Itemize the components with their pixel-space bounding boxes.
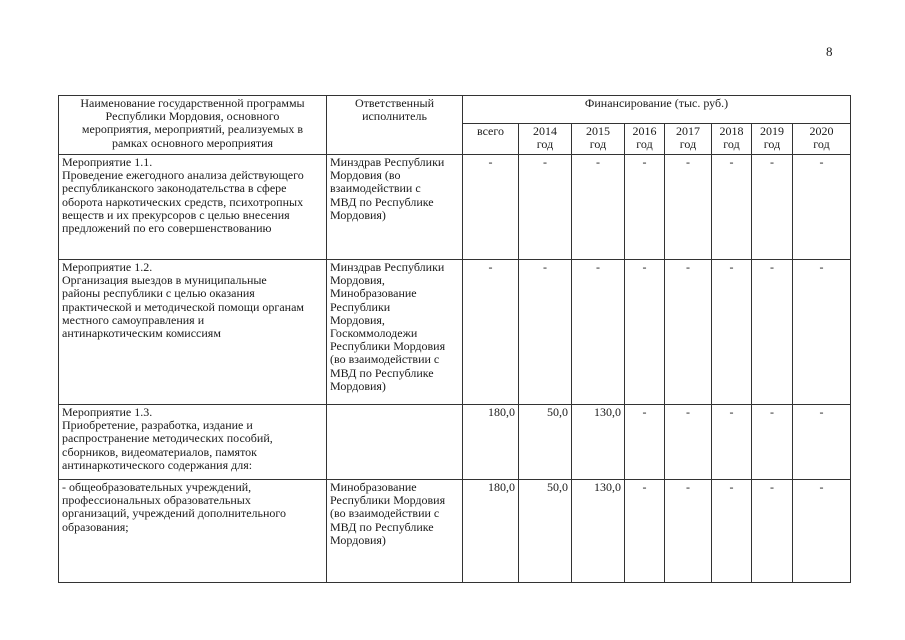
- value-cell: -: [712, 155, 752, 260]
- value-cell: 50,0: [519, 405, 572, 480]
- value-cell: -: [665, 260, 712, 405]
- value-cell: -: [463, 260, 519, 405]
- value-cell: 180,0: [463, 480, 519, 583]
- year-header-2014: 2014 год: [519, 124, 572, 155]
- header-row-1: [59, 96, 851, 124]
- page-number: 8: [826, 44, 833, 59]
- table-row: [59, 260, 851, 405]
- financing-table: [58, 95, 851, 583]
- value-cell: 130,0: [572, 405, 625, 480]
- executor-cell: Минздрав Республики Мордовия, Минобразование Республики Мордовия, Госкоммолодежи Республики Мордовия (во взаимодействии с МВД по Республике Мордовия): [327, 260, 463, 405]
- total-header: всего: [463, 124, 519, 155]
- value-cell: -: [625, 405, 665, 480]
- measure-name-cell: Мероприятие 1.2. Организация выездов в муниципальные районы республики с целью оказания практической и методической помощи органам местного самоуправления и антинаркотическим комиссиям: [59, 260, 327, 405]
- year-header-2017: 2017 год: [665, 124, 712, 155]
- executor-cell: Минобразование Республики Мордовия (во взаимодействии с МВД по Республике Мордовия): [327, 480, 463, 583]
- value-cell: -: [625, 260, 665, 405]
- value-cell: -: [712, 480, 752, 583]
- value-cell: -: [665, 405, 712, 480]
- year-header-2016: 2016 год: [625, 124, 665, 155]
- measure-name-cell: - общеобразовательных учреждений, профессиональных образовательных организаций, учреждений дополнительного образования;: [59, 480, 327, 583]
- value-cell: -: [463, 155, 519, 260]
- value-cell: -: [752, 260, 793, 405]
- value-cell: -: [665, 155, 712, 260]
- year-header-2018: 2018 год: [712, 124, 752, 155]
- year-header-2019: 2019 год: [752, 124, 793, 155]
- year-header-2020: 2020 год: [793, 124, 851, 155]
- value-cell: -: [712, 405, 752, 480]
- table-row: [59, 405, 851, 480]
- table-row: [59, 480, 851, 583]
- value-cell: -: [752, 405, 793, 480]
- value-cell: -: [752, 155, 793, 260]
- value-cell: -: [712, 260, 752, 405]
- value-cell: -: [519, 260, 572, 405]
- value-cell: -: [572, 260, 625, 405]
- executor-column-header: Ответственный исполнитель: [327, 96, 463, 155]
- executor-cell: Минздрав Республики Мордовия (во взаимодействии с МВД по Республике Мордовия): [327, 155, 463, 260]
- value-cell: 130,0: [572, 480, 625, 583]
- name-column-header: Наименование государственной программы Республики Мордовия, основного мероприятия, мероприятий, реализуемых в рамках основного мероприятия: [59, 96, 327, 155]
- value-cell: 50,0: [519, 480, 572, 583]
- value-cell: -: [793, 480, 851, 583]
- financing-header: Финансирование (тыс. руб.): [463, 96, 851, 124]
- value-cell: -: [572, 155, 625, 260]
- value-cell: 180,0: [463, 405, 519, 480]
- value-cell: -: [793, 155, 851, 260]
- value-cell: -: [793, 405, 851, 480]
- value-cell: -: [665, 480, 712, 583]
- value-cell: -: [625, 155, 665, 260]
- value-cell: -: [752, 480, 793, 583]
- table-row: [59, 155, 851, 260]
- value-cell: -: [519, 155, 572, 260]
- measure-name-cell: Мероприятие 1.1. Проведение ежегодного анализа действующего республиканского законодательства в сфере оборота наркотических средств, психотропных веществ и их прекурсоров с целью внесения предложений по его совершенствованию: [59, 155, 327, 260]
- executor-cell: [327, 405, 463, 480]
- value-cell: -: [625, 480, 665, 583]
- measure-name-cell: Мероприятие 1.3. Приобретение, разработка, издание и распространение методических пособий, сборников, видеоматериалов, памяток антинаркотического содержания для:: [59, 405, 327, 480]
- year-header-2015: 2015 год: [572, 124, 625, 155]
- value-cell: -: [793, 260, 851, 405]
